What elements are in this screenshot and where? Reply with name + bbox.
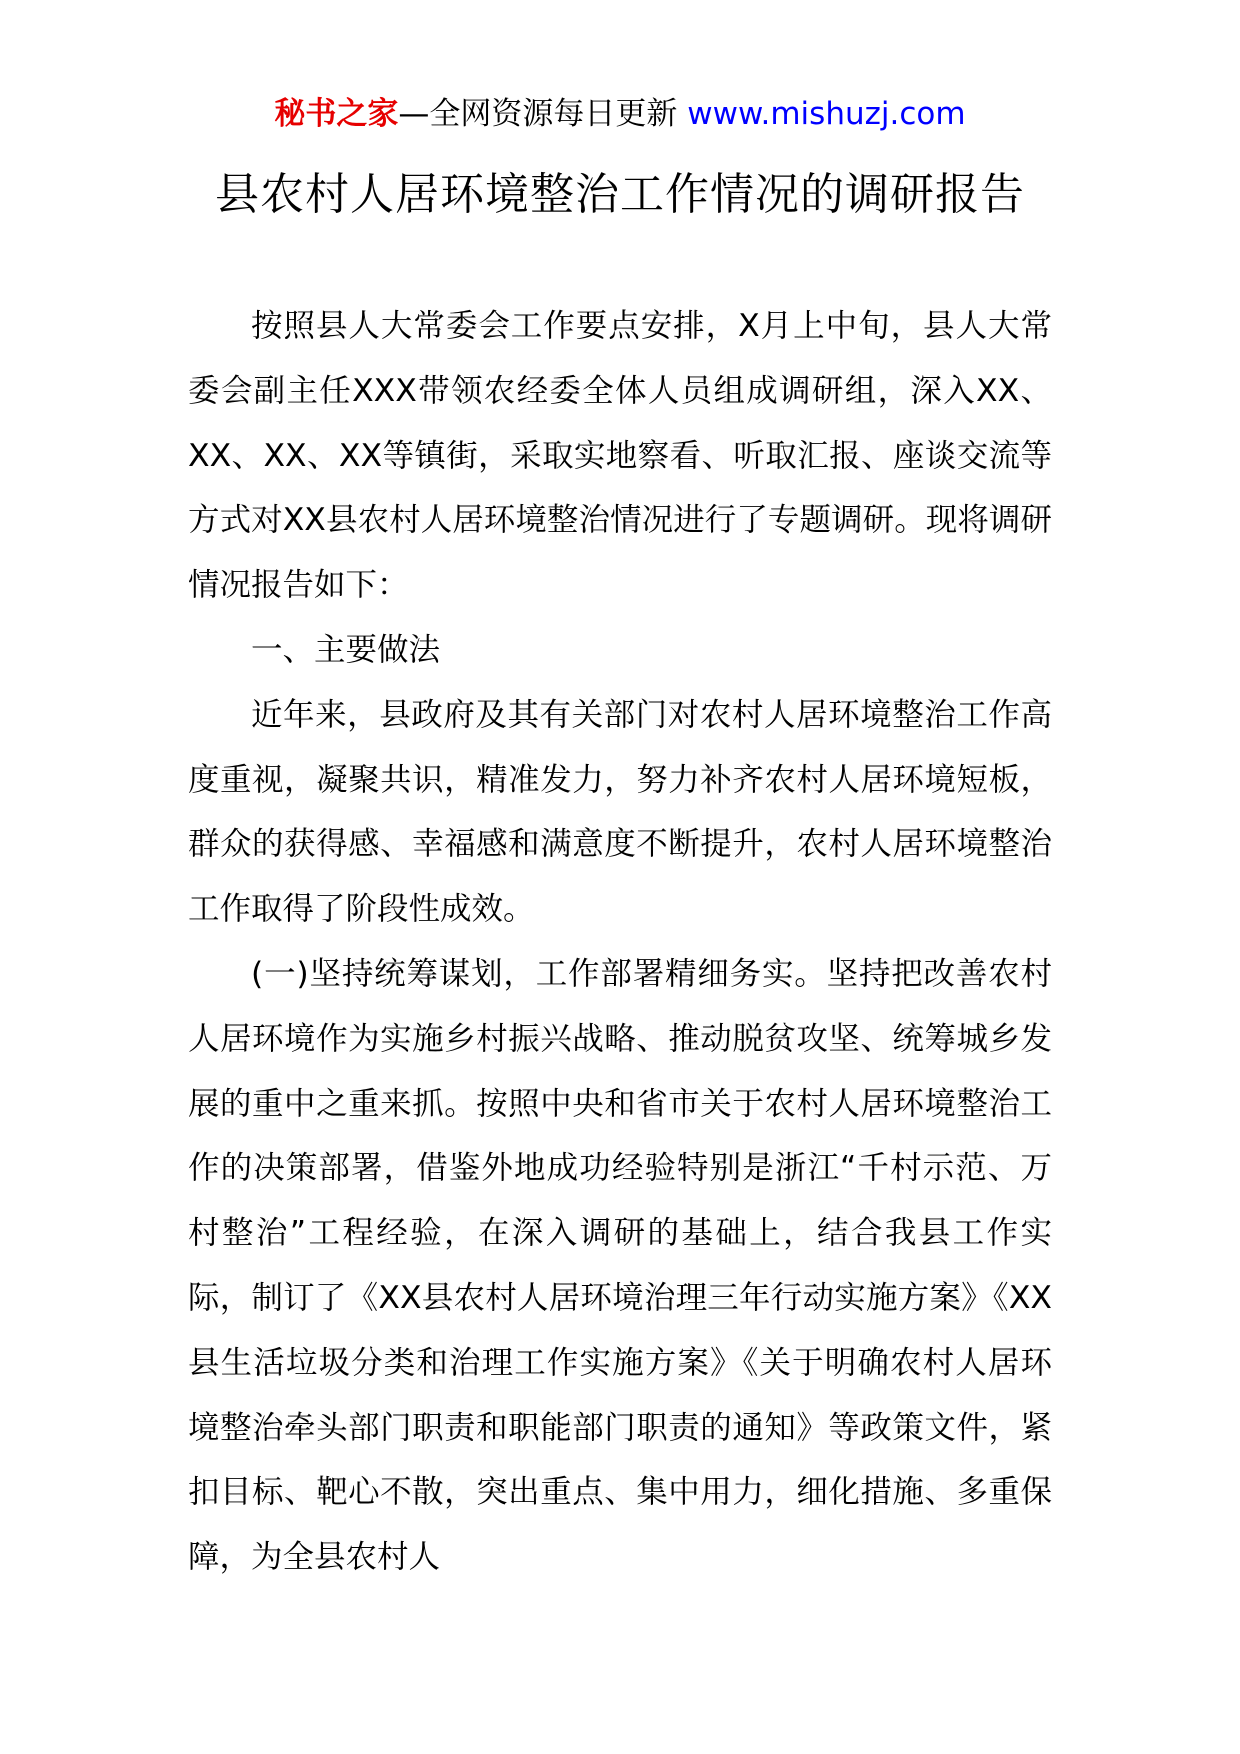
site-header xyxy=(0,92,1240,136)
body-paragraph: 近年来，县政府及其有关部门对农村人居环境整治工作高度重视，凝聚共识，精准发力，努力补齐农村人居环境短板，群众的获得感、幸福感和满意度不断提升，农村人居环境整治工作取得了阶段性成效。 xyxy=(188,696,1052,928)
site-url[interactable]: www.mishuzj.com xyxy=(687,96,966,132)
intro-paragraph: 按照县人大常委会工作要点安排，X月上中旬，县人大常委会副主任XXX带领农经委全体人员组成调研组，深入XX、XX、XX、XX等镇街，采取实地察看、听取汇报、座谈交流等方式对XX县农村人居环境整治情况进行了专题调研。现将调研情况报告如下： xyxy=(188,308,1052,604)
document-title: 县农村人居环境整治工作情况的调研报告 xyxy=(215,169,1025,220)
brand-name: 秘书之家 xyxy=(274,96,399,132)
body-paragraph: (一)坚持统筹谋划，工作部署精细务实。坚持把改善农村人居环境作为实施乡村振兴战略、推动脱贫攻坚、统筹城乡发展的重中之重来抓。按照中央和省市关于农村人居环境整治工作的决策部署，借鉴外地成功经验特别是浙江“千村示范、万村整治”工程经验，在深入调研的基础上，结合我县工作实际，制订了《XX县农村人居环境治理三年行动实施方案》《XX县生活垃圾分类和治理工作实施方案》《关于明确农村人居环境整治牵头部门职责和职能部门职责的通知》等政策文件，紧扣目标、靶心不散，突出重点、集中用力，细化措施、多重保障，为全县农村人 xyxy=(188,955,1052,1576)
section-heading: 一、主要做法 xyxy=(251,631,441,668)
header-tagline: —全网资源每日更新 xyxy=(398,96,688,132)
document-body xyxy=(188,294,1052,1590)
